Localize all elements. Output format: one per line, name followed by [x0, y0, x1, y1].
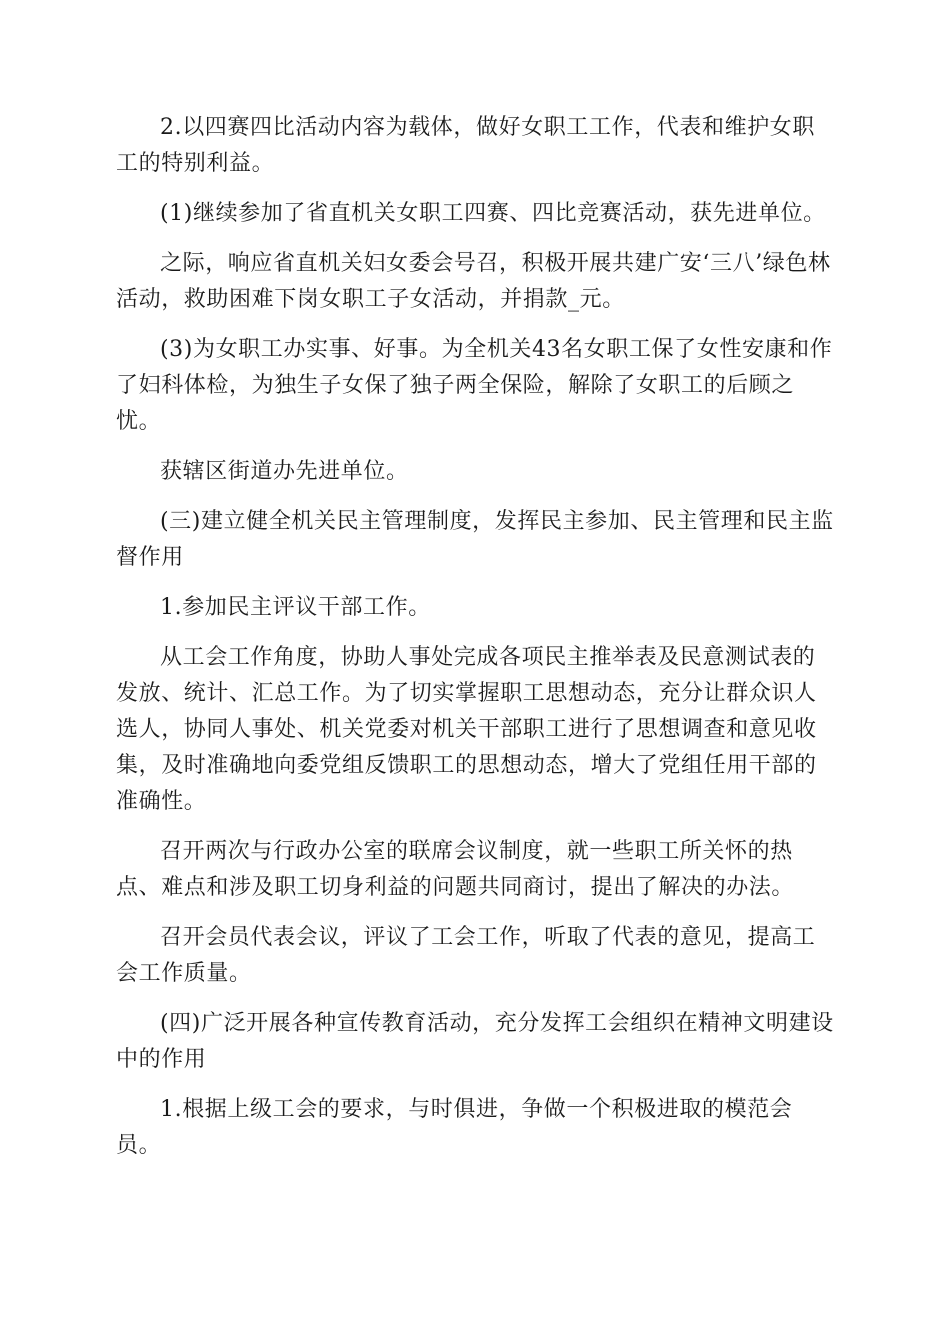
paragraph-model-member: 1.根据上级工会的要求，与时俱进，争做一个积极进取的模范会员。 — [116, 1097, 793, 1158]
paragraph-member-congress: 召开会员代表会议，评议了工会工作，听取了代表的意见，提高工会工作质量。 — [116, 925, 816, 986]
document-body — [116, 110, 836, 1178]
paragraph-joint-meeting: 召开两次与行政办公室的联席会议制度，就一些职工所关怀的热点、难点和涉及职工切身利益的问题共同商讨，提出了解决的办法。 — [116, 839, 795, 900]
paragraph-district-award: 获辖区街道办先进单位。 — [160, 459, 409, 484]
paragraph-practical-matters: (3)为女职工办实事、好事。为全机关43名女职工保了女性安康和作了妇科体检，为独生子女保了独子两全保险，解除了女职工的后顾之忧。 — [116, 337, 833, 434]
paragraph-publicity-heading: (四)广泛开展各种宣传教育活动，充分发挥工会组织在精神文明建设中的作用 — [116, 1011, 834, 1072]
paragraph-democratic-review: 1.参加民主评议干部工作。 — [160, 595, 431, 620]
paragraph-democratic-management-heading: (三)建立健全机关民主管理制度，发挥民主参加、民主管理和民主监督作用 — [116, 509, 834, 570]
paragraph-women-workers-heading: 2.以四赛四比活动内容为载体，做好女职工工作，代表和维护女职工的特别利益。 — [116, 115, 815, 176]
paragraph-green-forest: 之际，响应省直机关妇女委会号召，积极开展共建广安‘三八’绿色林活动，救助困难下岗女职工子女活动，并捐款_元。 — [116, 251, 831, 312]
paragraph-union-work-angle: 从工会工作角度，协助人事处完成各项民主推举表及民意测试表的发放、统计、汇总工作。为了切实掌握职工思想动态，充分让群众识人选人，协同人事处、机关党委对机关干部职工进行了思想调查和意见收集，及时准确地向委党组反馈职工的思想动态，增大了党组任用干部的准确性。 — [116, 645, 817, 814]
paragraph-competition: (1)继续参加了省直机关女职工四赛、四比竞赛活动，获先进单位。 — [160, 201, 826, 226]
